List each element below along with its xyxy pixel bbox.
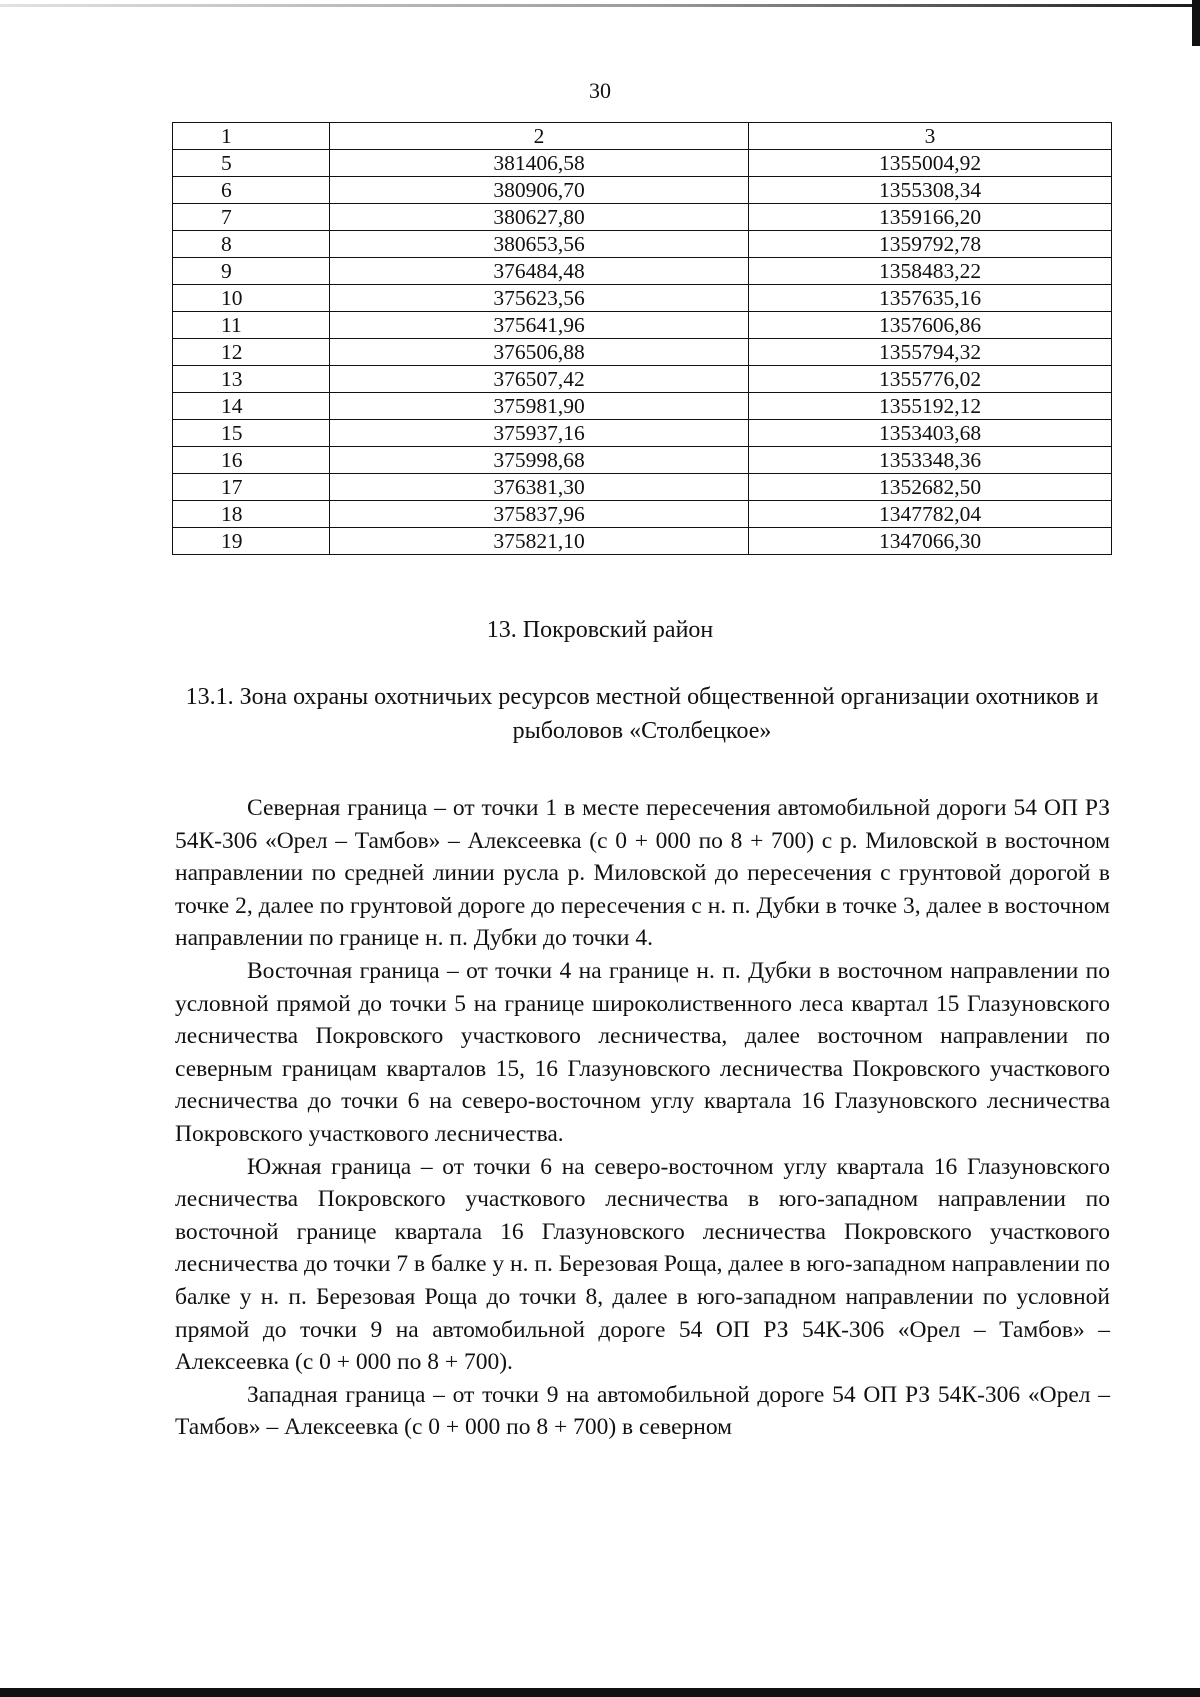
header-cell-x: 2 xyxy=(330,123,749,150)
cell-y-coordinate: 1358483,22 xyxy=(749,258,1112,285)
cell-x-coordinate: 376507,42 xyxy=(330,366,749,393)
cell-point-number: 18 xyxy=(173,501,330,528)
cell-point-number: 6 xyxy=(173,177,330,204)
cell-x-coordinate: 375837,96 xyxy=(330,501,749,528)
table-row xyxy=(173,258,1112,285)
cell-x-coordinate: 380627,80 xyxy=(330,204,749,231)
cell-point-number: 9 xyxy=(173,258,330,285)
cell-x-coordinate: 381406,58 xyxy=(330,150,749,177)
table-row xyxy=(173,420,1112,447)
scan-edge-top xyxy=(0,4,1200,7)
cell-y-coordinate: 1355776,02 xyxy=(749,366,1112,393)
table-row xyxy=(173,474,1112,501)
cell-x-coordinate: 375641,96 xyxy=(330,312,749,339)
cell-y-coordinate: 1347066,30 xyxy=(749,528,1112,555)
cell-x-coordinate: 375623,56 xyxy=(330,285,749,312)
cell-x-coordinate: 375821,10 xyxy=(330,528,749,555)
cell-point-number: 19 xyxy=(173,528,330,555)
body-text xyxy=(175,792,1110,1444)
cell-y-coordinate: 1355004,92 xyxy=(749,150,1112,177)
cell-y-coordinate: 1357606,86 xyxy=(749,312,1112,339)
cell-y-coordinate: 1355794,32 xyxy=(749,339,1112,366)
table-row xyxy=(173,447,1112,474)
table-row xyxy=(173,312,1112,339)
header-cell-point: 1 xyxy=(173,123,330,150)
table-row xyxy=(173,204,1112,231)
cell-point-number: 8 xyxy=(173,231,330,258)
cell-x-coordinate: 375981,90 xyxy=(330,393,749,420)
table-row xyxy=(173,231,1112,258)
cell-x-coordinate: 376506,88 xyxy=(330,339,749,366)
table-header-row xyxy=(173,123,1112,150)
cell-point-number: 13 xyxy=(173,366,330,393)
cell-point-number: 11 xyxy=(173,312,330,339)
paragraph-north-border: Северная граница – от точки 1 в месте пересечения автомобильной дороги 54 ОП РЗ 54К-306 «Орел – Тамбов» – Алексеевка (с 0 + 000 по 8 + 700) с р. Миловской в восточном направлении по средней линии русла р. Миловской до пересечения с грунтовой дорогой в точке 2, далее по грунтовой дороге до пересечения с н. п. Дубки в точке 3, далее в восточном направлении по границе н. п. Дубки до точки 4. xyxy=(175,795,1110,952)
table-row xyxy=(173,339,1112,366)
cell-x-coordinate: 375937,16 xyxy=(330,420,749,447)
cell-point-number: 7 xyxy=(173,204,330,231)
table-row xyxy=(173,150,1112,177)
table-row xyxy=(173,177,1112,204)
page-number: 30 xyxy=(589,78,611,103)
scan-edge-bottom xyxy=(0,1688,1200,1697)
cell-y-coordinate: 1359166,20 xyxy=(749,204,1112,231)
table-row xyxy=(173,501,1112,528)
cell-y-coordinate: 1355308,34 xyxy=(749,177,1112,204)
cell-y-coordinate: 1355192,12 xyxy=(749,393,1112,420)
subsection-title: 13.1. Зона охраны охотничьих ресурсов местной общественной организации охотников и рыболовов «Столбецкое» xyxy=(185,684,1099,744)
cell-y-coordinate: 1353403,68 xyxy=(749,420,1112,447)
coordinates-table-body xyxy=(173,123,1112,555)
paragraph-south-border: Южная граница – от точки 6 на северо-восточном углу квартала 16 Глазуновского лесничества Покровского участкового лесничества в юго-западном направлении по восточной границе квартала 16 Глазуновского лесничества Покровского участкового лесничества до точки 7 в балке у н. п. Березовая Роща, далее в юго-западном направлении по балке у н. п. Березовая Роща до точки 8, далее в юго-западном направлении по условной прямой до точки 9 на автомобильной дороге 54 ОП РЗ 54К-306 «Орел – Тамбов» – Алексеевка (с 0 + 000 по 8 + 700). xyxy=(175,1153,1110,1376)
cell-x-coordinate: 376484,48 xyxy=(330,258,749,285)
scan-edge-right xyxy=(1192,0,1200,46)
table-row xyxy=(173,366,1112,393)
cell-point-number: 10 xyxy=(173,285,330,312)
cell-point-number: 15 xyxy=(173,420,330,447)
cell-y-coordinate: 1347782,04 xyxy=(749,501,1112,528)
cell-y-coordinate: 1357635,16 xyxy=(749,285,1112,312)
cell-point-number: 17 xyxy=(173,474,330,501)
cell-x-coordinate: 380906,70 xyxy=(330,177,749,204)
cell-x-coordinate: 376381,30 xyxy=(330,474,749,501)
cell-point-number: 16 xyxy=(173,447,330,474)
table-row xyxy=(173,393,1112,420)
coordinates-table xyxy=(172,122,1112,555)
cell-y-coordinate: 1353348,36 xyxy=(749,447,1112,474)
cell-point-number: 14 xyxy=(173,393,330,420)
table-row xyxy=(173,528,1112,555)
cell-y-coordinate: 1352682,50 xyxy=(749,474,1112,501)
cell-x-coordinate: 375998,68 xyxy=(330,447,749,474)
cell-point-number: 5 xyxy=(173,150,330,177)
cell-x-coordinate: 380653,56 xyxy=(330,231,749,258)
paragraph-east-border: Восточная граница – от точки 4 на границе н. п. Дубки в восточном направлении по условной прямой до точки 5 на границе широколиственного леса квартал 15 Глазуновского лесничества Покровского участкового лесничества, далее восточном направлении по северным границам кварталов 15, 16 Глазуновского лесничества Покровского участкового лесничества до точки 6 на северо-восточном углу квартала 16 Глазуновского лесничества Покровского участкового лесничества. xyxy=(175,957,1110,1147)
table-row xyxy=(173,285,1112,312)
paragraph-west-border: Западная граница – от точки 9 на автомобильной дороге 54 ОП РЗ 54К-306 «Орел – Тамбов» – Алексеевка (с 0 + 000 по 8 + 700) в северном xyxy=(175,1381,1110,1441)
cell-y-coordinate: 1359792,78 xyxy=(749,231,1112,258)
cell-point-number: 12 xyxy=(173,339,330,366)
section-title: 13. Покровский район xyxy=(486,617,714,643)
header-cell-y: 3 xyxy=(749,123,1112,150)
